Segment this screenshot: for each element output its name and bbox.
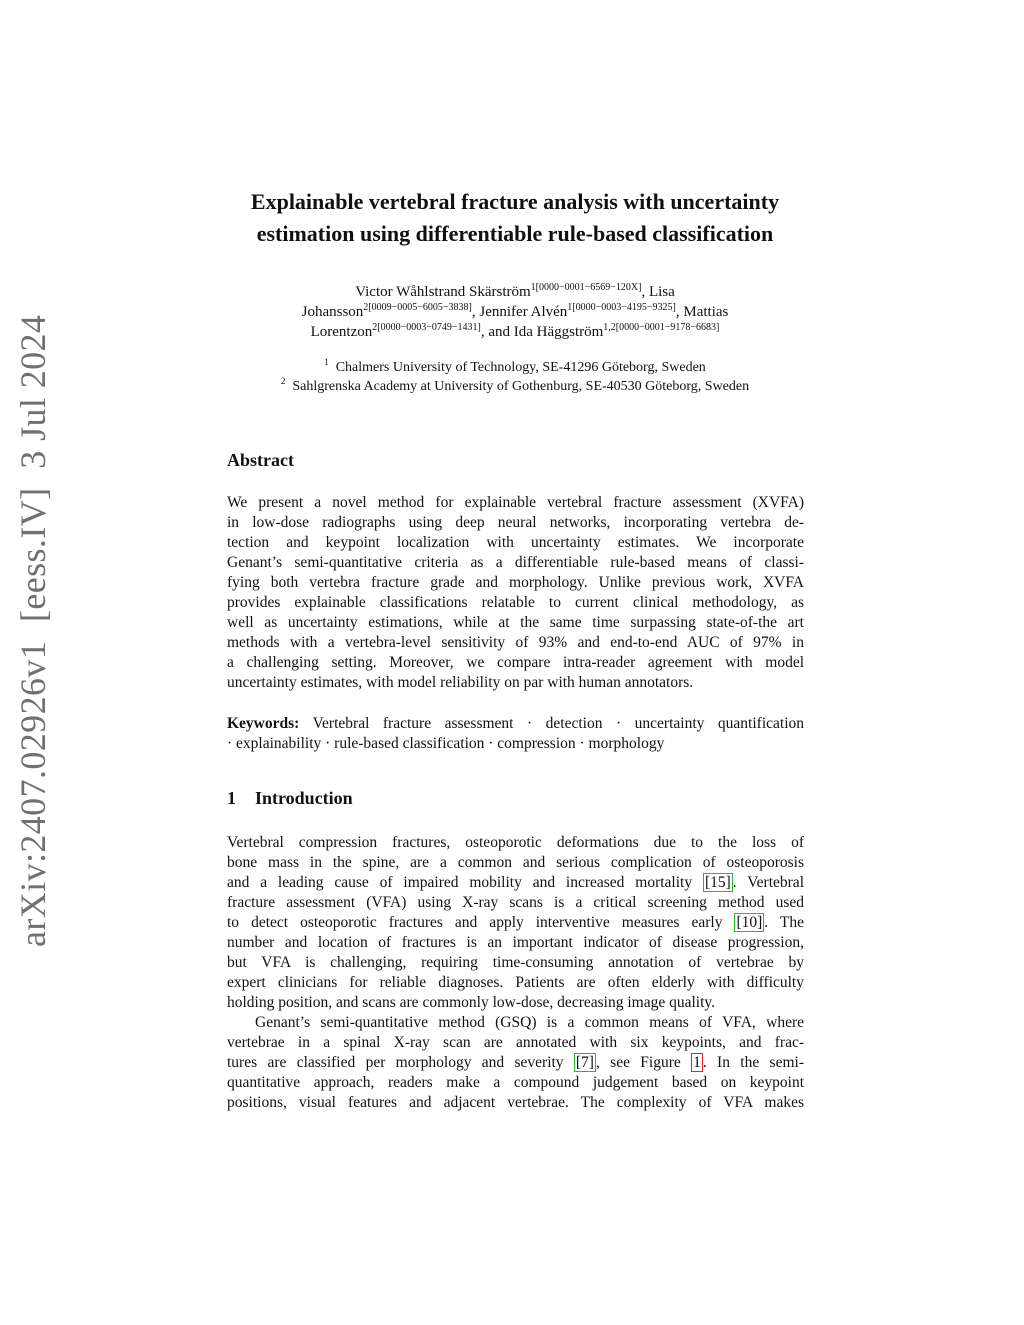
abstract-line: Genant’s semi-quantitative criteria as a differentiable rule-based means of classi- (227, 554, 804, 571)
title-line-2: estimation using differentiable rule-based classification (256, 221, 774, 246)
affiliation-text: Chalmers University of Technology, SE-41296 Göteborg, Sweden (335, 360, 706, 375)
author-list (200, 282, 830, 342)
author-orcid: 2[0009−0005−6005−3838] (363, 302, 472, 313)
author-line-2: Johansson$^{2[0009-0005-6005-3838]}$, Jennifer Alvén$^{1[0000-0003-4195-9325]}$, Mattias (301, 302, 729, 320)
body-line: vertebrae in a spinal X-ray scan are annotated with six keypoints, and frac- (227, 1034, 804, 1051)
section-title: Introduction (255, 788, 353, 808)
abstract-line: tection and keypoint localization with uncertainty estimates. We incorporate (227, 534, 804, 551)
figure-reference-link[interactable]: 1 (693, 1054, 701, 1071)
author-line-1: Victor Wåhlstrand Skärström$^{1[0000-0001-6569-120X]}$, Lisa (355, 282, 675, 300)
affiliation-list (200, 358, 830, 396)
body-line: expert clinicians for reliable diagnoses. Patients are often elderly with difficulty (227, 974, 804, 991)
intro-paragraph-1 (227, 833, 804, 1013)
body-line: holding position, and scans are commonly low-dose, decreasing image quality. (227, 994, 715, 1011)
body-text: . Vertebral (732, 874, 804, 891)
author-line-3: Lorentzon$^{2[0000-0003-0749-1431]}$, and Ida Häggström$^{1,2[0000-0001-9178-6683]}$ (310, 322, 720, 340)
affiliation-number: 2 (280, 376, 286, 386)
body-text: and a leading cause of impaired mobility and increased mortality (227, 874, 693, 891)
author-orcid: 1[0000−0003−4195−9325] (567, 302, 676, 313)
body-text: . In the semi- (702, 1054, 804, 1071)
body-line: quantitative approach, readers make a compound judgement based on keypoint (227, 1074, 804, 1091)
body-line: positions, visual features and adjacent vertebrae. The complexity of VFA makes (227, 1094, 804, 1111)
abstract-line: provides explainable classifications relatable to current clinical methodology, as (227, 594, 804, 611)
citation-link[interactable]: [7] (575, 1054, 594, 1071)
affiliation-item (200, 358, 830, 377)
abstract-body (227, 493, 804, 693)
abstract-line: well as uncertainty estimations, while at the same time surpassing state-of-the art (227, 614, 804, 631)
affiliation-item (200, 377, 830, 396)
author-orcid: 2[0000−0003−0749−1431] (372, 322, 481, 333)
title-line-1: Explainable vertebral fracture analysis with uncertainty (250, 189, 780, 214)
arxiv-identifier-stamp: arXiv:2407.02926v1 [eess.IV] 3 Jul 2024 (13, 314, 53, 947)
body-line (227, 913, 804, 933)
author-name: and Ida Häggström (488, 324, 604, 340)
section-number: 1 (227, 788, 236, 808)
section-heading-introduction (227, 788, 353, 809)
body-text: to detect osteoporotic fractures and apply interventive measures early (227, 914, 723, 931)
author-name: Johansson (301, 304, 364, 320)
body-line: number and location of fractures is an important indicator of disease progression, (227, 934, 804, 951)
author-name: Mattias (683, 304, 729, 320)
abstract-line: fying both vertebra fracture grade and morphology. Unlike previous work, XVFA (227, 574, 804, 591)
author-name: Victor Wåhlstrand Skärström (355, 284, 531, 300)
intro-paragraph-2 (227, 1013, 804, 1113)
body-line (227, 873, 804, 893)
abstract-line: We present a novel method for explainable vertebral fracture assessment (XVFA) (227, 494, 804, 511)
abstract-heading: Abstract (227, 450, 294, 470)
author-orcid: 1,2[0000−0001−9178−6683] (603, 322, 720, 333)
affiliation-text: Sahlgrenska Academy at University of Gothenburg, SE-40530 Göteborg, Sweden (292, 379, 750, 394)
body-text: . The (764, 914, 804, 931)
keywords-text: Vertebral fracture assessment · detection · uncertainty quantification (312, 715, 804, 732)
body-line: but VFA is challenging, requiring time-consuming annotation of vertebrae by (227, 954, 804, 971)
abstract-line: methods with a vertebra-level sensitivity of 93% and end-to-end AUC of 97% in (227, 634, 804, 651)
paper-title (200, 186, 830, 250)
keywords-block (227, 714, 804, 754)
body-text: , see Figure (595, 1054, 681, 1071)
body-line: Vertebral compression fractures, osteoporotic deformations due to the loss of (227, 834, 804, 851)
body-text: tures are classified per morphology and severity (227, 1054, 564, 1071)
keywords-line (227, 714, 804, 734)
body-line: Genant’s semi-quantitative method (GSQ) is a common means of VFA, where (255, 1014, 804, 1031)
keywords-line: · explainability · rule-based classification · compression · morphology (227, 735, 665, 752)
affiliation-number: 1 (324, 357, 329, 367)
author-orcid: 1[0000−0001−6569−120X] (530, 282, 642, 293)
body-line: bone mass in the spine, are a common and serious complication of osteoporosis (227, 854, 804, 871)
author-name: Jennifer Alvén (479, 304, 568, 320)
body-line: fracture assessment (VFA) using X-ray scans is a critical screening method used (227, 894, 804, 911)
abstract-line: a challenging setting. Moreover, we compare intra-reader agreement with model (227, 654, 804, 671)
abstract-line: in low-dose radiographs using deep neural networks, incorporating vertebra de- (227, 514, 804, 531)
citation-link[interactable]: [15] (704, 874, 731, 891)
author-name: Lisa (648, 284, 675, 300)
abstract-line: uncertainty estimates, with model reliability on par with human annotators. (227, 674, 694, 691)
author-name: Lorentzon (310, 324, 373, 340)
keywords-label: Keywords: (227, 715, 300, 732)
citation-link[interactable]: [10] (736, 914, 763, 931)
body-line (227, 1053, 804, 1073)
